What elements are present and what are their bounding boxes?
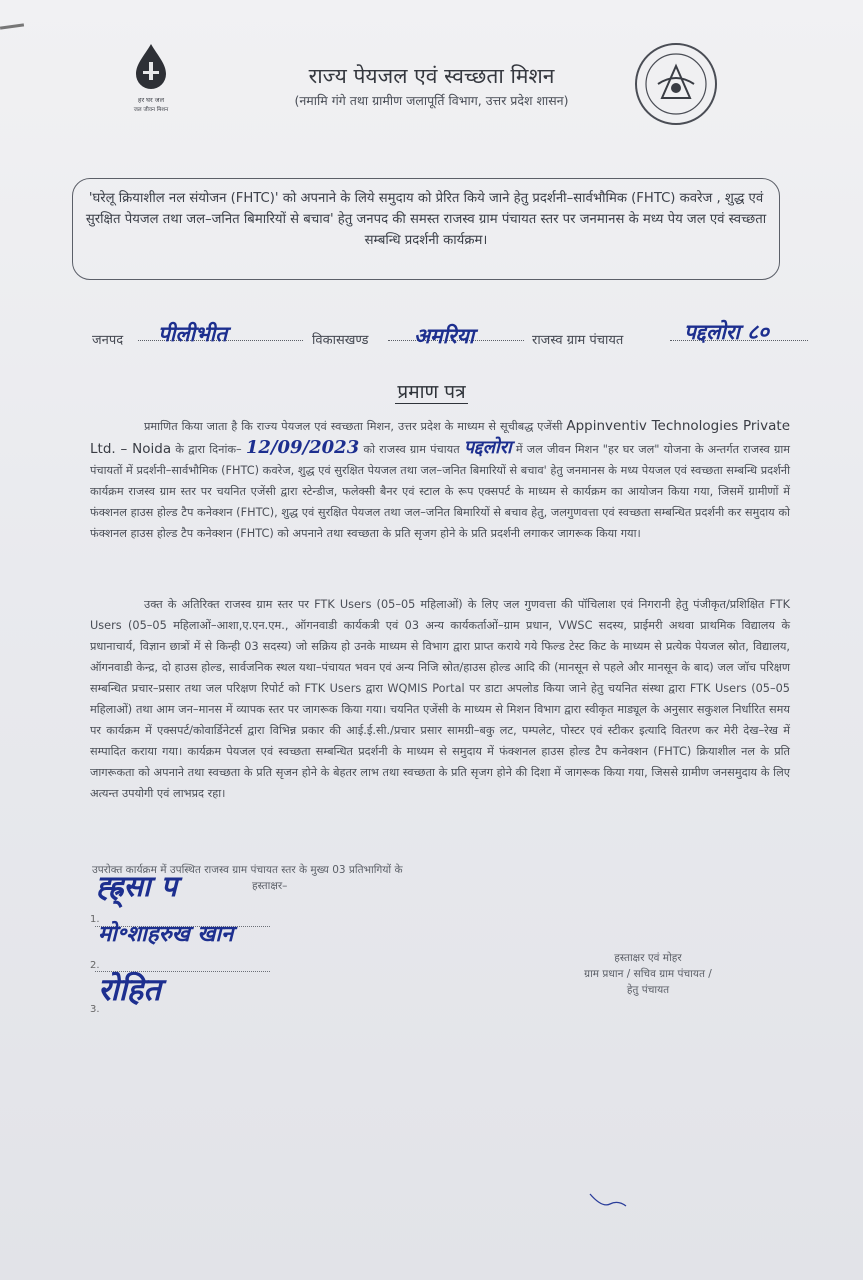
signature-number-1: 1. (90, 914, 100, 925)
participants-label-line-1: उपरोक्त कार्यक्रम में उपस्थित राजस्व ग्राम पंचायत स्तर के मुख्य 03 प्रतिभागियों के (92, 864, 403, 876)
program-description: 'घरेलू क्रियाशील नल संयोजन (FHTC)' को अपनाने के लिये समुदाय को प्रेरित किये जाने हेतु प्रदर्शनी–सार्वभौमिक (FHTC) कवरेज , शुद्ध एवं सुरक्षित पेयजल तथा जल–जनित बिमारियों से बचाव' हेतु जनपद की समस्त राजस्व ग्राम पंचायत स्तर पर जनमानस के मध्य पेय जल एवं स्वच्छता सम्बन्धि प्रदर्शनी कार्यक्रम। (85, 191, 767, 248)
certificate-heading (0, 378, 863, 404)
up-government-seal-icon (632, 40, 720, 128)
participant-signature-2: मो॰शाहरुख खान (98, 921, 234, 947)
signature-number-2: 2. (90, 960, 100, 971)
gram-panchayat-label: राजस्व ग्राम पंचायत (532, 333, 624, 348)
logo-subtagline: जल जीवन मिशन (133, 107, 169, 113)
pradhan-signature-block (548, 950, 748, 998)
agency-name: Appinventiv Technologies Private Ltd. – Noida (90, 418, 791, 457)
program-date: 12/09/2023 (245, 437, 360, 458)
pradhan-sign-line-3: हेतु पंचायत (626, 984, 670, 996)
paragraph-1-intro: प्रमाणित किया जाता है कि राज्य पेयजल एवं स्वच्छता मिशन, उत्तर प्रदेश के माध्यम से सूचीबद्ध एजेंसी (144, 420, 563, 433)
participant-signature-3: रोहित (98, 972, 161, 1008)
certificate-heading-text: प्रमाण पत्र (397, 381, 466, 403)
certificate-paragraph-1 (90, 416, 790, 544)
paragraph-1-body: में जल जीवन मिशन "हर घर जल" योजना के अन्तर्गत राजस्व ग्राम पंचायतों में प्रदर्शनी–सार्वभौमिक (FHTC) कवरेज, शुद्ध एवं सुरक्षित पेयजल तथा जल–जनित बिमारियों से बचाव' हेतु जनमानस के मध्य पेयजल एवं स्वच्छता सम्बन्धि प्रदर्शनी कार्यक्रम राजस्व ग्राम स्तर पर चयनित एजेंसी द्वारा स्टेन्डीज, फलेक्सी बैनर एवं स्टाल के रूप एक्सपर्ट के माध्यम से कार्यक्रम का आयोजन किया गया, जिसमें ग्रामीणों में फंक्शनल हाउस होल्ड टैप कनेक्शन (FHTC), शुद्ध एवं सुरक्षित पेयजल तथा जल–जनित बिमारियों से बचाव हेतु, जलगुणवत्ता एवं स्वच्छता सम्बन्धित प्रदर्शनी कर समुदाय को फंक्शनल हाउस होल्ड टैप कनेक्शन (FHTC) को अपनाने तथा स्वच्छता के प्रति सृजग होने के प्रति प्रदर्शनी लगाकर जागरूक किया गया। (90, 443, 791, 540)
pradhan-sign-line-1: हस्ताक्षर एवं मोहर (614, 952, 682, 964)
gram-panchayat-value: पद्दलोरा ८० (684, 319, 769, 344)
paragraph-1-gp-label: को राजस्व ग्राम पंचायत (363, 443, 460, 456)
logo-tagline: हर घर जल (138, 96, 164, 104)
participant-signature-1: ह्ह्र्सा प (96, 869, 178, 903)
gram-panchayat-inline: पद्दलोरा (463, 437, 512, 458)
pradhan-sign-line-2: ग्राम प्रधान / सचिव ग्राम पंचायत / (584, 968, 712, 980)
district-label: जनपद (92, 333, 124, 348)
block-value: अमरिया (414, 323, 475, 348)
certificate-paragraph-2 (90, 594, 790, 804)
signature-number-3: 3. (90, 1004, 100, 1015)
block-label: विकासखण्ड (312, 333, 369, 348)
pen-stroke-mark (588, 1190, 628, 1216)
page-subtitle: (नमामि गंगे तथा ग्रामीण जलापूर्ति विभाग, उत्तर प्रदेश शासन) (294, 93, 569, 108)
paragraph-1-date-label: के द्वारा दिनांक– (175, 443, 242, 456)
edge-mark (0, 23, 24, 29)
location-fields (92, 318, 812, 358)
participants-label-line-2: हस्ताक्षर– (252, 880, 288, 892)
district-value: पीलीभीत (158, 321, 228, 346)
paragraph-2-body: उक्त के अतिरिक्त राजस्व ग्राम स्तर पर FTK Users (05–05 महिलाओं) के लिए जल गुणवत्ता की पॉचिलाश एवं निगरानी हेतु पंजीकृत/प्रशिक्षित FTK Users (05–05 महिलाओं–आशा,ए.एन.एम., ऑगनवाडी कार्यकत्री एवं 03 अन्य कार्यकर्ताओं–ग्राम प्रधान, VWSC सदस्य, प्राईमरी अथवा प्राथमिक विद्यालय के प्रधानाचार्य, विज्ञान छात्रों में से किन्ही 03 सदस्य) जो सक्रिय हो उनके माध्यम से विभाग द्वारा प्राप्त कराये गये फिल्ड टेस्ट किट के माध्यम से प्रत्येक पेयजल स्रोत, विद्यालय, ऑगनवाडी केन्द्र, दो हाउस होल्ड, सार्वजनिक स्थल यथा–पंचायत भवन एवं अन्य निजि स्रोत/हाउस होल्ड आदि की (मानसून से पहले और मानसून के बाद) जल जॉच परिक्षण सम्बन्धित प्रचार–प्रसार तथा जल परिक्षण रिपोर्ट को FTK Users द्वारा WQMIS Portal पर डाटा अपलोड किया जाने हेतु चयनित संस्था द्वारा FTK Users (05–05 महिलाओं) तथा आम जन–मानस में व्यापक स्तर पर जागरूक किया गया। चयनित एजेंसी के माध्यम से मिशन विभाग द्वारा स्वीकृत माड्यूल के अनुसार सकुशल निर्धारित समय पर कार्यक्रम में एक्सपर्ट/कोवार्डिनेटर्स द्वारा विभिन्न प्रकार की आई.ई.सी./प्रचार प्रसार सामग्री–बकु लट, पम्पलेट, पोस्टर एवं स्टीकर इत्यादि वितरण कर मेरी देख–रेख में सम्पादित कराया गया। कार्यक्रम पेयजल एवं स्वच्छता सम्बन्धित प्रदर्शनी के माध्यम से समुदाय में फंक्शनल हाउस होल्ड टैप कनेक्शन (FHTC) क्रियाशील नल के प्रति जागरूकता को अपनाने तथा स्वच्छता के प्रति सृजन होने के बेहतर लाभ तथा स्वच्छता के प्रति सृजग होने की दिशा में जागरूक किया गया, जिससे ग्रामीण जनसमुदाय के लिए अत्यन्त उपयोगी एवं लाभप्रद रहा। (90, 598, 790, 800)
page-title: राज्य पेयजल एवं स्वच्छता मिशन (308, 64, 555, 88)
